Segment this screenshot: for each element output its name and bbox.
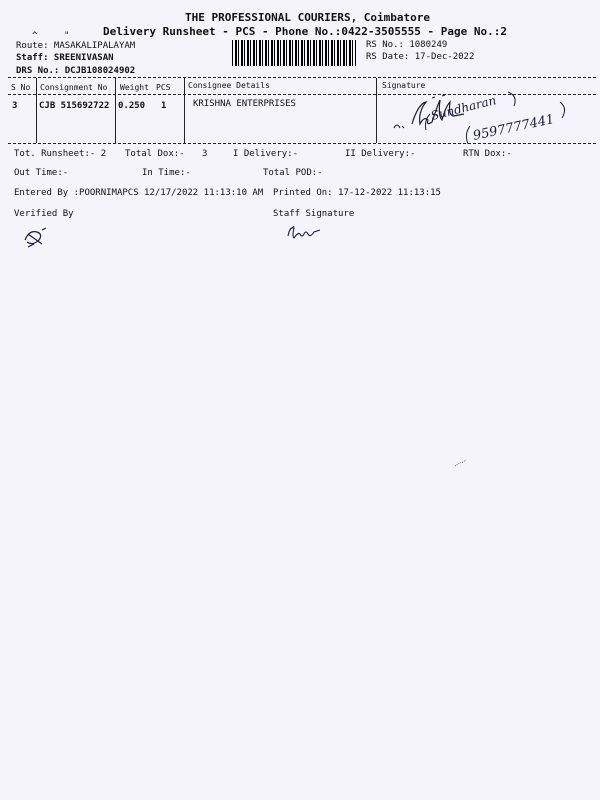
column-header-signature: Signature [382,81,426,90]
column-header-pcs: PCS [156,83,171,92]
column-header-consignment: Consignment No [40,83,108,92]
column-divider [376,78,377,143]
i-delivery: I Delivery:- [233,149,299,159]
out-time: Out Time:- [14,168,69,178]
tick-mark-icon: " [64,31,70,41]
barcode [232,40,356,66]
row-consignment-no: CJB 515692722 [39,101,110,111]
drs-number: DRS No.: DCJB108024902 [16,66,136,76]
table-top-border [8,77,596,78]
verified-by-label: Verified By [14,209,74,219]
signature-name-handwriting: Sundharan [429,93,498,123]
total-dox-label: Total Dox:- [125,149,185,159]
total-pod: Total POD:- [263,168,323,178]
staff-signature-label: Staff Signature [273,209,355,219]
in-time: In Time:- [142,168,191,178]
row-pcs: 1 [161,101,167,111]
ii-delivery: II Delivery:- [345,149,416,159]
column-divider [115,78,116,143]
total-dox-value: 3 [202,149,208,159]
signature-phone-handwriting: 9597777441 [471,112,556,144]
company-title: THE PROFESSIONAL COURIERS, Coimbatore [185,11,431,24]
verifier-signature [22,226,52,248]
tick-mark-icon: ^ [32,31,38,41]
row-weight: 0.250 [118,101,146,111]
scan-speck [454,458,470,468]
row-consignee: KRISHNA ENTERPRISES [193,99,296,109]
runsheet-title: Delivery Runsheet - PCS - Phone No.:0422-3505555 - Page No.:2 [103,25,507,38]
tot-runsheet: Tot. Runsheet:- 2 [14,149,107,159]
column-header-weight: Weight [120,83,149,92]
entered-by: Entered By :POORNIMAPCS 12/17/2022 11:13:10 AM [14,188,264,198]
row-sno: 3 [12,101,18,111]
route-label: Route: MASAKALIPALAYAM [16,41,136,51]
receiver-signature [388,86,588,148]
column-divider [184,78,185,143]
column-header-sno: S No [11,83,31,92]
rs-date: RS Date: 17-Dec-2022 [366,52,475,62]
column-header-consignee: Consignee Details [188,81,270,90]
column-divider [36,78,37,143]
rtn-dox: RTN Dox:- [463,149,512,159]
printed-on: Printed On: 17-12-2022 11:13:15 [273,188,441,198]
rs-number: RS No.: 1080249 [366,40,448,50]
staff-label: Staff: SREENIVASAN [16,53,114,63]
staff-signature [284,224,324,242]
